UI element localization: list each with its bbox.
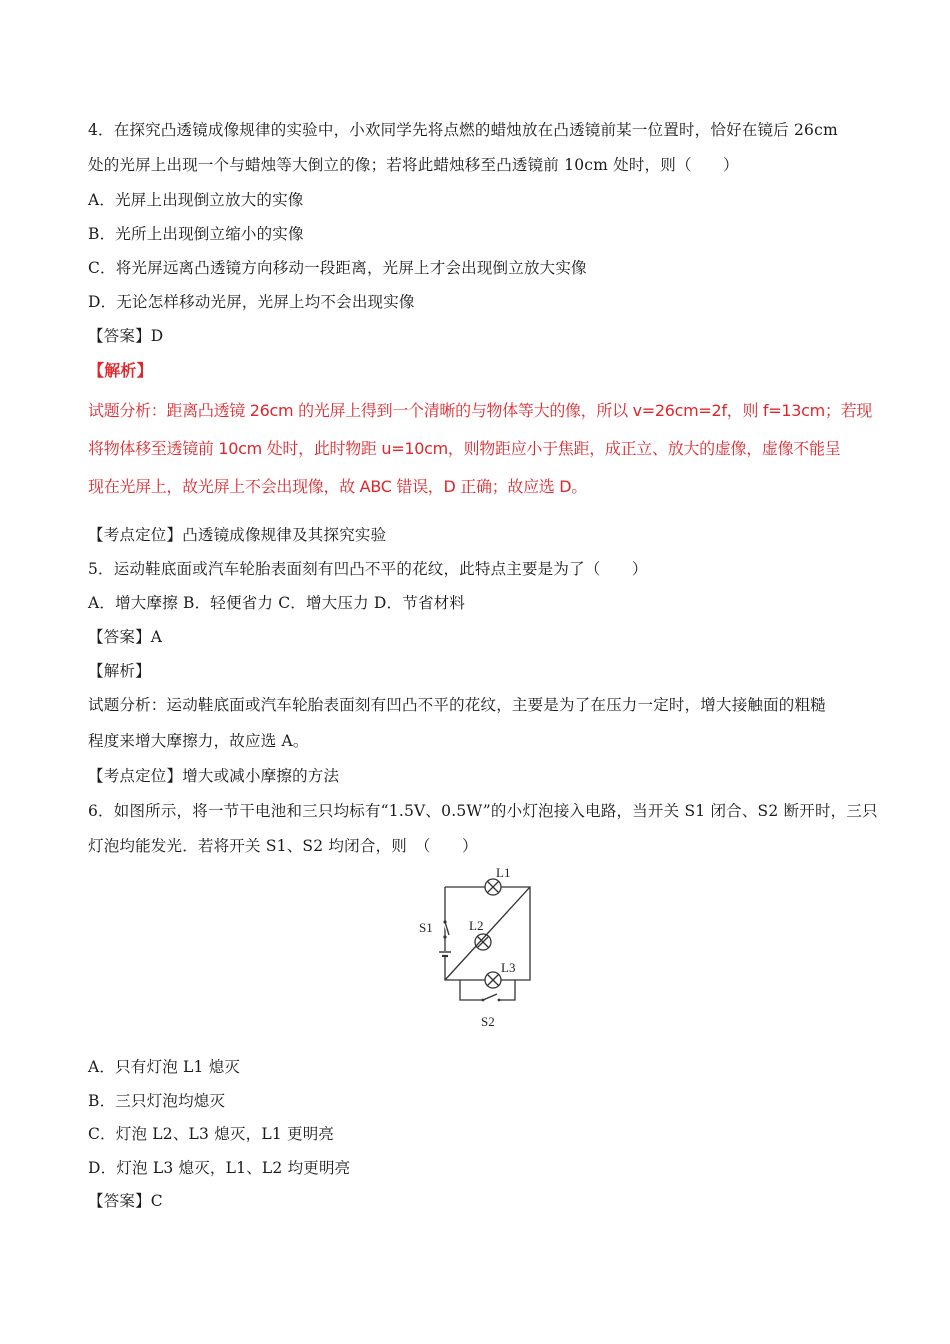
- q4-stem-line1: 4．在探究凸透镜成像规律的实验中，小欢同学先将点燃的蜡烛放在凸透镜前某一位置时，恰好在镜后 26cm: [88, 121, 838, 139]
- q5-analysis-line2: 程度来增大摩擦力，故应选 A。: [88, 732, 309, 750]
- q4-option-a: A．光屏上出现倒立放大的实像: [88, 191, 304, 209]
- q4-analysis-line3: 现在光屏上，故光屏上不会出现像，故 ABC 错误，D 正确；故应选 D。: [88, 477, 587, 496]
- q5-stem: 5．运动鞋底面或汽车轮胎表面刻有凹凸不平的花纹，此特点主要是为了（ ）: [88, 560, 648, 578]
- bulb-l3: [485, 972, 501, 988]
- bulb-l2: [475, 934, 491, 950]
- bulb-l1: [485, 879, 501, 895]
- q5-kaodian: 【考点定位】增大或减小摩擦的方法: [88, 767, 340, 785]
- q4-answer: 【答案】D: [88, 327, 164, 345]
- q6-answer: 【答案】C: [88, 1192, 163, 1210]
- q4-analysis-line2: 将物体移至透镜前 10cm 处时，此时物距 u=10cm，则物距应小于焦距，成正立、放大的虚像，虚像不能呈: [88, 439, 841, 458]
- q5-options: A．增大摩擦 B．轻便省力 C．增大压力 D．节省材料: [88, 594, 466, 612]
- q6-option-a: A．只有灯泡 L1 熄灭: [88, 1058, 241, 1076]
- q4-analysis-title: 【解析】: [88, 361, 153, 380]
- q4-kaodian: 【考点定位】凸透镜成像规律及其探究实验: [88, 526, 387, 544]
- q4-option-b: B．光所上出现倒立缩小的实像: [88, 225, 304, 243]
- q5-answer: 【答案】A: [88, 628, 163, 646]
- q4-option-c: C．将光屏远离凸透镜方向移动一段距离，光屏上才会出现倒立放大实像: [88, 259, 587, 277]
- switch-s2: [483, 994, 497, 1000]
- label-l3: L3: [501, 960, 516, 975]
- diagonal-wire: [445, 887, 530, 980]
- battery-icon: [439, 951, 451, 957]
- q4-option-d: D．无论怎样移动光屏，光屏上均不会出现实像: [88, 293, 415, 311]
- label-s1: S1: [419, 920, 433, 935]
- q6-stem-line2: 灯泡均能发光．若将开关 S1、S2 均闭合，则 （ ）: [88, 837, 478, 855]
- q4-stem-line2: 处的光屏上出现一个与蜡烛等大倒立的像；若将此蜡烛移至凸透镜前 10cm 处时，则（ ）: [88, 156, 739, 174]
- q6-option-c: C．灯泡 L2、L3 熄灭，L1 更明亮: [88, 1125, 335, 1143]
- q4-analysis-line1: 试题分析：距离凸透镜 26cm 的光屏上得到一个清晰的与物体等大的像，所以 v=26cm=2f，则 f=13cm；若现: [88, 401, 873, 420]
- s2-branch-wire: [460, 980, 515, 1000]
- q6-option-b: B．三只灯泡均熄灭: [88, 1092, 226, 1110]
- circuit-diagram: [415, 860, 535, 1035]
- label-l1: L1: [496, 865, 511, 880]
- q5-analysis-line1: 试题分析：运动鞋底面或汽车轮胎表面刻有凹凸不平的花纹，主要是为了在压力一定时，增大接触面的粗糙: [88, 696, 826, 714]
- label-l2: L2: [469, 918, 484, 933]
- q5-analysis-title: 【解析】: [88, 662, 151, 680]
- q6-stem-line1: 6．如图所示，将一节干电池和三只均标有“1.5V、0.5W”的小灯泡接入电路，当开关 S1 闭合、S2 断开时，三只: [88, 802, 878, 820]
- label-s2: S2: [481, 1014, 495, 1029]
- q6-option-d: D．灯泡 L3 熄灭，L1、L2 均更明亮: [88, 1159, 351, 1177]
